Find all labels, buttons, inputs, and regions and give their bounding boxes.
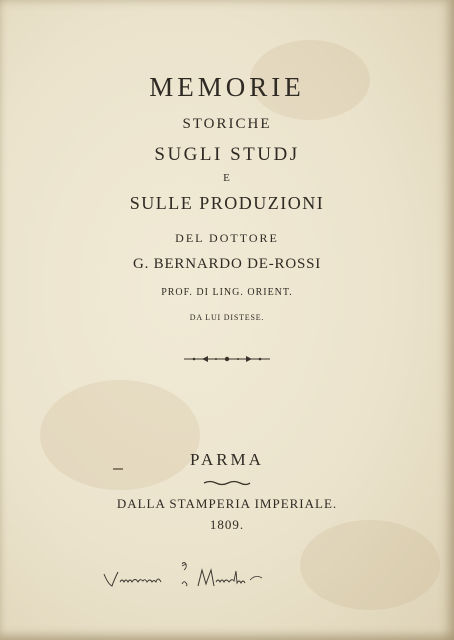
book-title: MEMORIE: [149, 72, 305, 102]
imprint-place: PARMA: [190, 450, 264, 469]
handwritten-inscription: [100, 560, 280, 594]
small-ornament-icon: [202, 479, 252, 487]
del-dottore: DEL DOTTORE: [175, 231, 279, 245]
paper-stain: [300, 520, 440, 610]
subtitle-sulle-produzioni: SULLE PRODUZIONI: [129, 193, 325, 213]
author-profession: PROF. DI LING. ORIENT.: [161, 287, 293, 298]
distese-line: DA LUI DISTESE.: [189, 313, 265, 322]
subtitle-sugli-studj: SUGLI STUDJ: [154, 144, 300, 165]
ornament-rule: [0, 352, 454, 364]
imprint-year: 1809.: [209, 517, 245, 532]
imprint-printer: DALLA STAMPERIA IMPERIALE.: [116, 496, 338, 511]
ornament-icon: [182, 353, 272, 365]
author-name: G. BERNARDO DE-ROSSI: [132, 256, 322, 272]
small-rule: [0, 474, 454, 482]
subtitle-e: E: [223, 172, 231, 184]
subtitle-storiche: STORICHE: [182, 116, 272, 132]
ink-mark: [113, 468, 123, 470]
